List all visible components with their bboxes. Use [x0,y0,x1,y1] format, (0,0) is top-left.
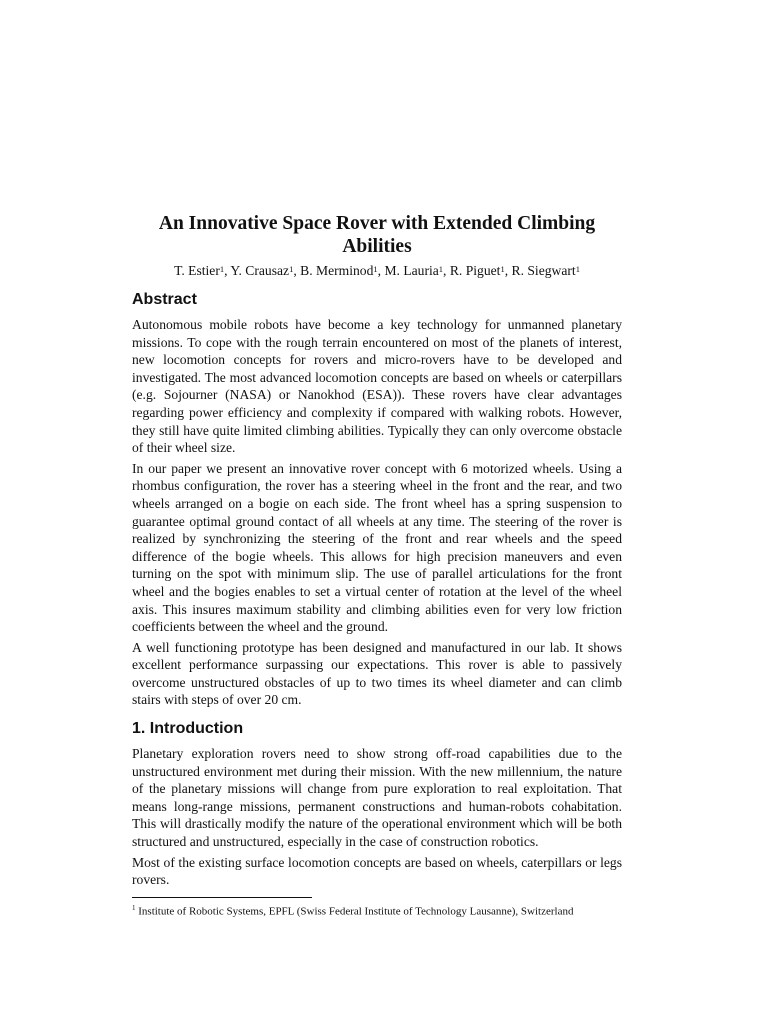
abstract-paragraph: Autonomous mobile robots have become a key technology for unmanned planetary missions. To cope with the rough terrain encountered on most of the planets of interest, new locomotion concepts for rovers and micro-rovers have to be developed and investigated. The most advanced locomotion concepts are based on wheels or caterpillars (e.g. Sojourner (NASA) or Nanokhod (ESA)). These rovers have clear advantages regarding power efficiency and complexity if compared with walking robots. However, they still have quite limited climbing abilities. Typically they can only overcome obstacle of their wheel size. [132,317,622,456]
author-name: R. Piguet [449,263,501,278]
footnote-divider [132,897,312,898]
author-name: M. Lauria [384,263,439,278]
author-name: Y. Crausaz [230,263,290,278]
author-list: T. Estier$^1$, Y. Crausaz$^1$, B. Merminod$^1$, M. Lauria$^1$, R. Piguet$^1$, R. Siegwart$^1$ [174,263,580,278]
author-affiliation: 1 [575,264,580,274]
abstract-paragraph: In our paper we present an innovative rover concept with 6 motorized wheels. Using a rhombus configuration, the rover has a steering wheel in the front and the rear, and two wheels arranged on a bogie on each side. The front wheel has a spring suspension to guarantee optimal ground contact of all wheels at any time. The steering of the rover is realized by synchronizing the steering of the front and rear wheels and the speed difference of the bogie wheels. This allows for high precision maneuvers and even turning on the spot with minimum slip. The use of parallel articulations for the front wheel and the bogies enables to set a virtual center of rotation at the level of the wheel axis. This insures maximum stability and climbing abilities even for very low friction coefficients between the wheel and the ground. [132,460,622,635]
author-name: R. Siegwart [511,263,576,278]
paper-title [132,212,622,258]
author-affiliation: 1 [500,264,505,274]
author-affiliation: 1 [373,264,378,274]
abstract-paragraph: A well functioning prototype has been designed and manufactured in our lab. It shows excellent performance surpassing our expectations. This rover is able to passively overcome unstructured obstacles of up to two times its wheel diameter and can climb stairs with steps of over 20 cm. [132,639,622,708]
author-affiliation: 1 [289,264,294,274]
paper-content [132,212,622,918]
title-line-2: Abilities [342,236,412,257]
introduction-paragraph: Planetary exploration rovers need to show strong off-road capabilities due to the unstructured environment met during their mission. With the new millennium, the nature of the planetary missions will change from pure exploration to real exploitation. That means long-range missions, permanent constructions and human-robots cohabitation. This will drastically modify the nature of the operational environment which will be both structured and unstructured, especially in the case of construction robotics. [132,746,622,850]
author-name: B. Merminod [300,263,374,278]
author-affiliation: 1 [219,264,225,274]
footnote-text: Institute of Robotic Systems, EPFL (Swiss Federal Institute of Technology Lausanne), Switzerland [138,905,574,918]
footnote [132,901,622,919]
abstract-heading: Abstract [132,291,197,308]
author-affiliation: 1 [438,264,444,274]
introduction-paragraph: Most of the existing surface locomotion concepts are based on wheels, caterpillars or legs rovers. [132,854,622,888]
title-line-1: An Innovative Space Rover with Extended Climbing [158,213,596,234]
author-name: T. Estier [174,263,220,278]
footnote-mark: 1 [132,903,136,912]
introduction-heading: 1. Introduction [132,720,244,738]
